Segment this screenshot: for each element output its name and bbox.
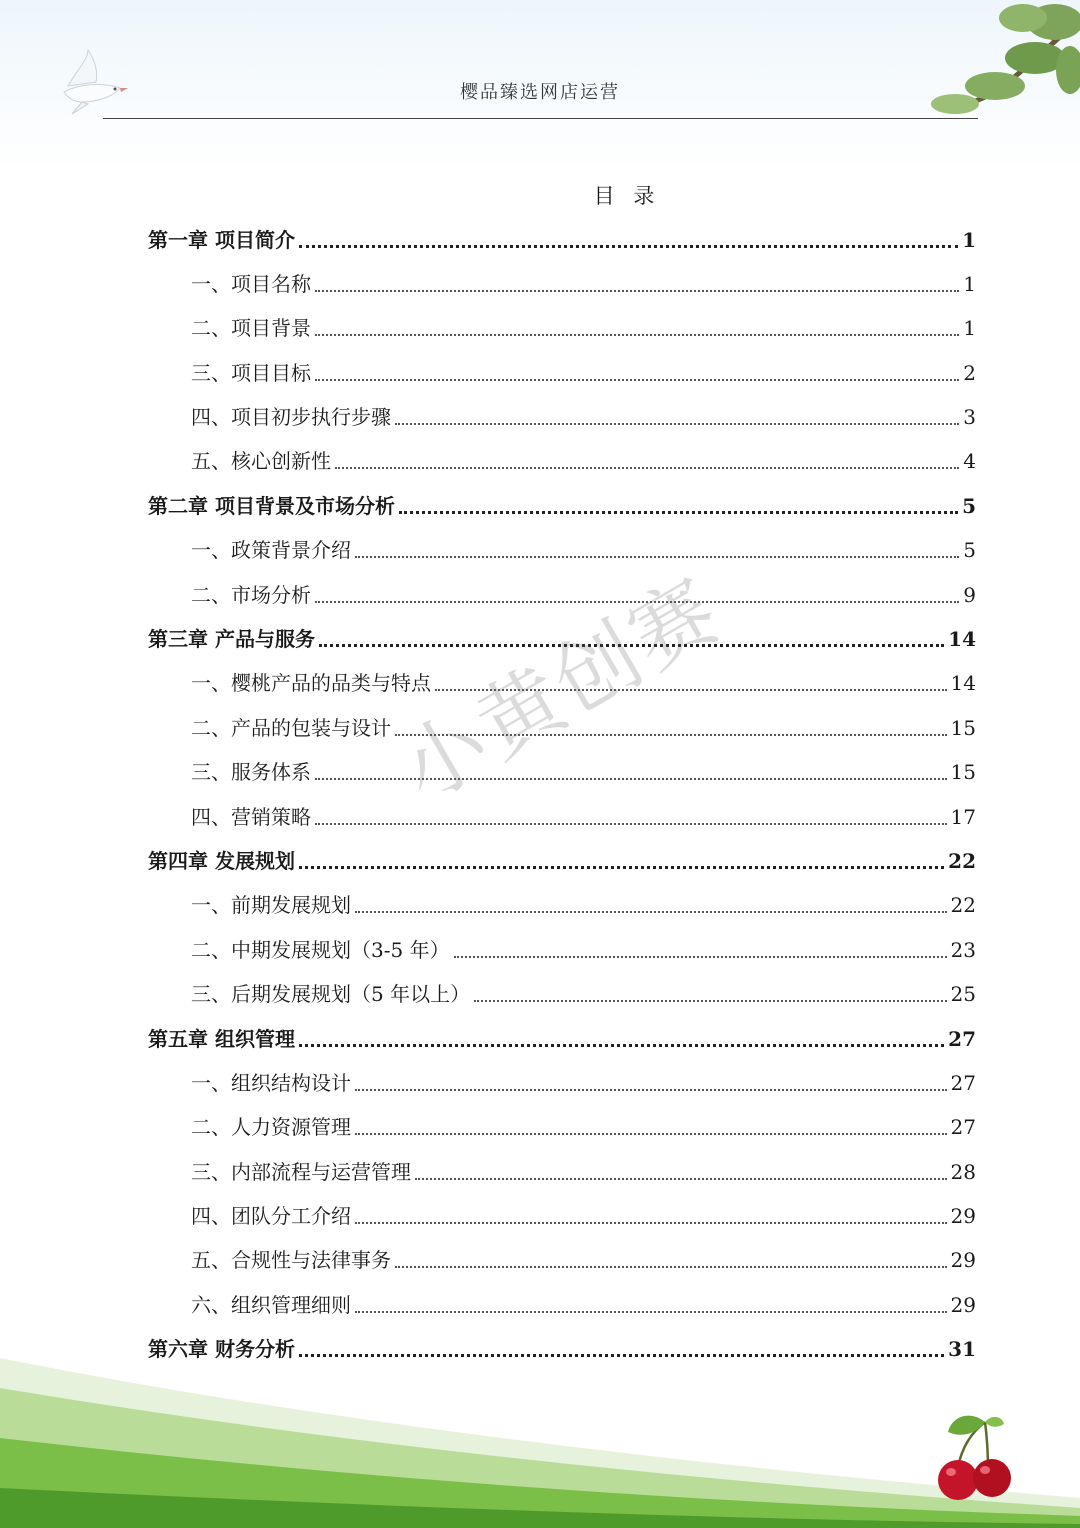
toc-entry-label: 二、人力资源管理 xyxy=(191,1115,351,1139)
toc-entry-page: 17 xyxy=(950,805,976,829)
toc-entry-page: 29 xyxy=(950,1204,976,1228)
toc-entry-page: 1 xyxy=(963,316,976,340)
toc-entry-label: 三、项目目标 xyxy=(191,361,311,385)
toc-leader xyxy=(399,511,958,514)
toc-entry-page: 27 xyxy=(948,1027,976,1051)
toc-entry-label: 三、后期发展规划（5 年以上） xyxy=(191,982,471,1006)
toc-title-char: 录 xyxy=(633,184,661,208)
toc-entry-section[interactable] xyxy=(191,358,976,388)
toc-leader xyxy=(315,379,959,381)
toc-entry-section[interactable] xyxy=(191,313,976,343)
toc-leader xyxy=(355,1133,947,1135)
toc-entry-label: 四、营销策略 xyxy=(191,805,311,829)
toc-leader xyxy=(415,1178,947,1180)
toc-entry-section[interactable] xyxy=(191,979,976,1009)
toc-entry-label: 第二章 项目背景及市场分析 xyxy=(148,494,395,518)
toc-entry-page: 31 xyxy=(948,1337,976,1361)
toc-entry-page: 3 xyxy=(963,405,976,429)
toc-entry-page: 22 xyxy=(950,893,976,917)
toc-entry-label: 六、组织管理细则 xyxy=(191,1293,351,1317)
toc-title-char: 目 xyxy=(593,184,621,208)
watermark-text: 小黄创赛 xyxy=(384,559,738,821)
toc-entry-page: 29 xyxy=(950,1248,976,1272)
toc-entry-label: 第六章 财务分析 xyxy=(148,1337,295,1361)
toc-leader xyxy=(355,911,947,913)
toc-entry-label: 四、团队分工介绍 xyxy=(191,1204,351,1228)
footer-wave-decoration xyxy=(0,1348,1080,1528)
toc-entry-chapter[interactable] xyxy=(148,491,976,521)
toc-entry-page: 4 xyxy=(963,449,976,473)
toc-entry-section[interactable] xyxy=(191,402,976,432)
toc-leader xyxy=(299,1044,944,1047)
toc-entry-page: 28 xyxy=(950,1160,976,1184)
toc-leader xyxy=(315,823,947,825)
toc-entry-page: 27 xyxy=(950,1071,976,1095)
toc-entry-section[interactable] xyxy=(191,446,976,476)
toc-entry-page: 9 xyxy=(963,583,976,607)
toc-entry-label: 五、核心创新性 xyxy=(191,449,331,473)
toc-entry-section[interactable] xyxy=(191,802,976,832)
toc-leader xyxy=(454,956,947,958)
toc-leader xyxy=(355,1222,947,1224)
header-divider xyxy=(103,118,978,119)
toc-title xyxy=(0,180,1080,210)
toc-entry-label: 一、樱桃产品的品类与特点 xyxy=(191,671,431,695)
toc-entry-label: 第四章 发展规划 xyxy=(148,849,295,873)
toc-entry-section[interactable] xyxy=(191,1157,976,1187)
toc-entry-chapter[interactable] xyxy=(148,225,976,255)
toc-entry-page: 23 xyxy=(950,938,976,962)
toc-entry-label: 一、组织结构设计 xyxy=(191,1071,351,1095)
toc-leader xyxy=(299,245,958,248)
toc-entry-label: 一、政策背景介绍 xyxy=(191,538,351,562)
toc-entry-label: 第一章 项目简介 xyxy=(148,228,295,252)
toc-entry-label: 第三章 产品与服务 xyxy=(148,627,315,651)
toc-entry-chapter[interactable] xyxy=(148,1024,976,1054)
toc-entry-page: 5 xyxy=(962,494,976,518)
toc-entry-label: 五、合规性与法律事务 xyxy=(191,1248,391,1272)
toc-entry-page: 1 xyxy=(962,228,976,252)
toc-entry-label: 三、服务体系 xyxy=(191,760,311,784)
toc-entry-page: 29 xyxy=(950,1293,976,1317)
toc-leader xyxy=(315,290,959,292)
toc-entry-section[interactable] xyxy=(191,935,976,965)
toc-entry-section[interactable] xyxy=(191,1245,976,1275)
toc-entry-page: 27 xyxy=(950,1115,976,1139)
toc-entry-section[interactable] xyxy=(191,890,976,920)
toc-leader xyxy=(355,1089,947,1091)
toc-entry-label: 三、内部流程与运营管理 xyxy=(191,1160,411,1184)
toc-leader xyxy=(299,866,944,869)
toc-entry-section[interactable] xyxy=(191,535,976,565)
toc-entry-section[interactable] xyxy=(191,1112,976,1142)
toc-entry-label: 四、项目初步执行步骤 xyxy=(191,405,391,429)
toc-entry-section[interactable] xyxy=(191,757,976,787)
header-title: 樱品臻选网店运营 xyxy=(460,82,620,103)
toc-entry-page: 5 xyxy=(963,538,976,562)
toc-entry-chapter[interactable] xyxy=(148,846,976,876)
tree-branch-illustration xyxy=(905,0,1080,125)
toc-entry-label: 一、前期发展规划 xyxy=(191,893,351,917)
toc-entry-section[interactable] xyxy=(191,269,976,299)
toc-entry-label: 二、中期发展规划（3-5 年） xyxy=(191,938,450,962)
toc-entry-section[interactable] xyxy=(191,1201,976,1231)
toc-entry-page: 15 xyxy=(950,716,976,740)
toc-entry-section[interactable] xyxy=(191,1068,976,1098)
toc-entry-page: 2 xyxy=(963,361,976,385)
toc-entry-page: 14 xyxy=(950,671,976,695)
toc-entry-page: 15 xyxy=(950,760,976,784)
toc-entry-section[interactable] xyxy=(191,1290,976,1320)
toc-leader xyxy=(315,334,959,336)
toc-entry-page: 22 xyxy=(948,849,976,873)
toc-leader xyxy=(474,1000,946,1002)
toc-leader xyxy=(395,1266,947,1268)
toc-entry-page: 14 xyxy=(948,627,976,651)
toc-entry-label: 二、市场分析 xyxy=(191,583,311,607)
cherry-icon xyxy=(930,1412,1020,1507)
toc-entry-label: 一、项目名称 xyxy=(191,272,311,296)
toc-entry-label: 二、产品的包装与设计 xyxy=(191,716,391,740)
toc-leader xyxy=(395,423,959,425)
toc-entry-label: 第五章 组织管理 xyxy=(148,1027,295,1051)
toc-leader xyxy=(355,1311,947,1313)
toc-entry-label: 二、项目背景 xyxy=(191,316,311,340)
toc-leader xyxy=(335,467,959,469)
toc-entry-page: 25 xyxy=(950,982,976,1006)
toc-entry-page: 1 xyxy=(963,272,976,296)
